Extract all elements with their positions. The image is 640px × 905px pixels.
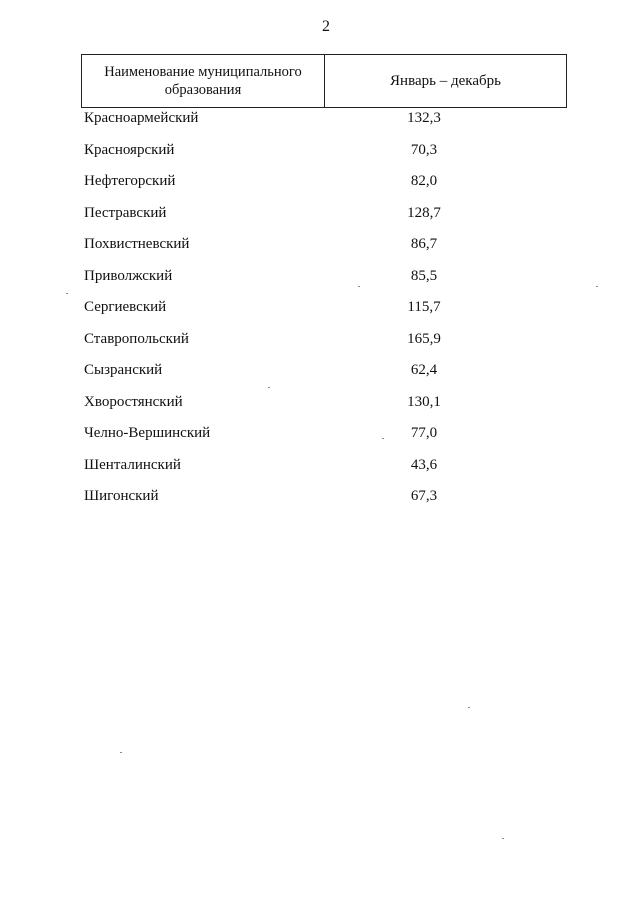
municipality-name: Ставропольский — [84, 330, 189, 347]
period-value-text: 85,5 — [410, 267, 438, 284]
scan-speck — [120, 752, 122, 753]
period-value-text: 70,3 — [410, 141, 438, 158]
column-header-municipality: Наименование муниципального образования — [82, 55, 325, 107]
scan-speck — [502, 838, 504, 839]
page-number: 2 — [322, 18, 330, 35]
scan-speck — [268, 387, 270, 388]
period-value-text: 128,7 — [407, 204, 441, 221]
period-value-text: 62,4 — [410, 362, 438, 378]
table-row — [84, 268, 564, 300]
table-row — [84, 173, 564, 205]
period-value-text: 77,0 — [410, 425, 438, 441]
table-body — [84, 110, 564, 520]
municipality-name: Приволжский — [84, 267, 173, 284]
period-value-text: 130,1 — [407, 393, 441, 410]
municipality-name: Похвистневский — [84, 236, 190, 252]
municipality-name: Хворостянский — [84, 393, 183, 410]
table-row — [84, 142, 564, 174]
table-row — [84, 236, 564, 268]
period-value-text: 82,0 — [410, 173, 438, 189]
scan-speck — [596, 286, 598, 287]
scan-speck — [382, 438, 384, 439]
column-header-period: Январь – декабрь — [390, 72, 501, 89]
table-row — [84, 425, 564, 457]
municipality-name: Челно-Вершинский — [84, 425, 211, 441]
table-row — [84, 205, 564, 237]
municipality-name: Красноармейский — [84, 110, 199, 126]
period-value-text: 86,7 — [410, 236, 438, 252]
period-value-text: 43,6 — [410, 456, 438, 473]
table-row — [84, 394, 564, 426]
municipality-name: Нефтегорский — [84, 173, 176, 189]
municipality-name: Шенталинский — [84, 456, 181, 473]
period-value-text: 132,3 — [407, 110, 441, 126]
municipality-name: Сергиевский — [84, 299, 167, 315]
table-row — [84, 362, 564, 394]
table-row — [84, 331, 564, 363]
scan-speck — [468, 707, 470, 708]
table-header — [81, 54, 567, 108]
table-row — [84, 457, 564, 489]
municipality-name: Сызранский — [84, 362, 163, 378]
period-value-text: 67,3 — [410, 488, 438, 504]
period-value-text: 115,7 — [407, 299, 441, 315]
table-row — [84, 299, 564, 331]
table-row — [84, 488, 564, 520]
municipality-name: Красноярский — [84, 141, 175, 158]
table-row — [84, 110, 564, 142]
municipality-name: Шигонский — [84, 488, 159, 504]
period-value-text: 165,9 — [407, 330, 441, 347]
scan-speck — [66, 293, 68, 294]
scan-speck — [358, 286, 360, 287]
municipality-name: Пестравский — [84, 204, 167, 221]
